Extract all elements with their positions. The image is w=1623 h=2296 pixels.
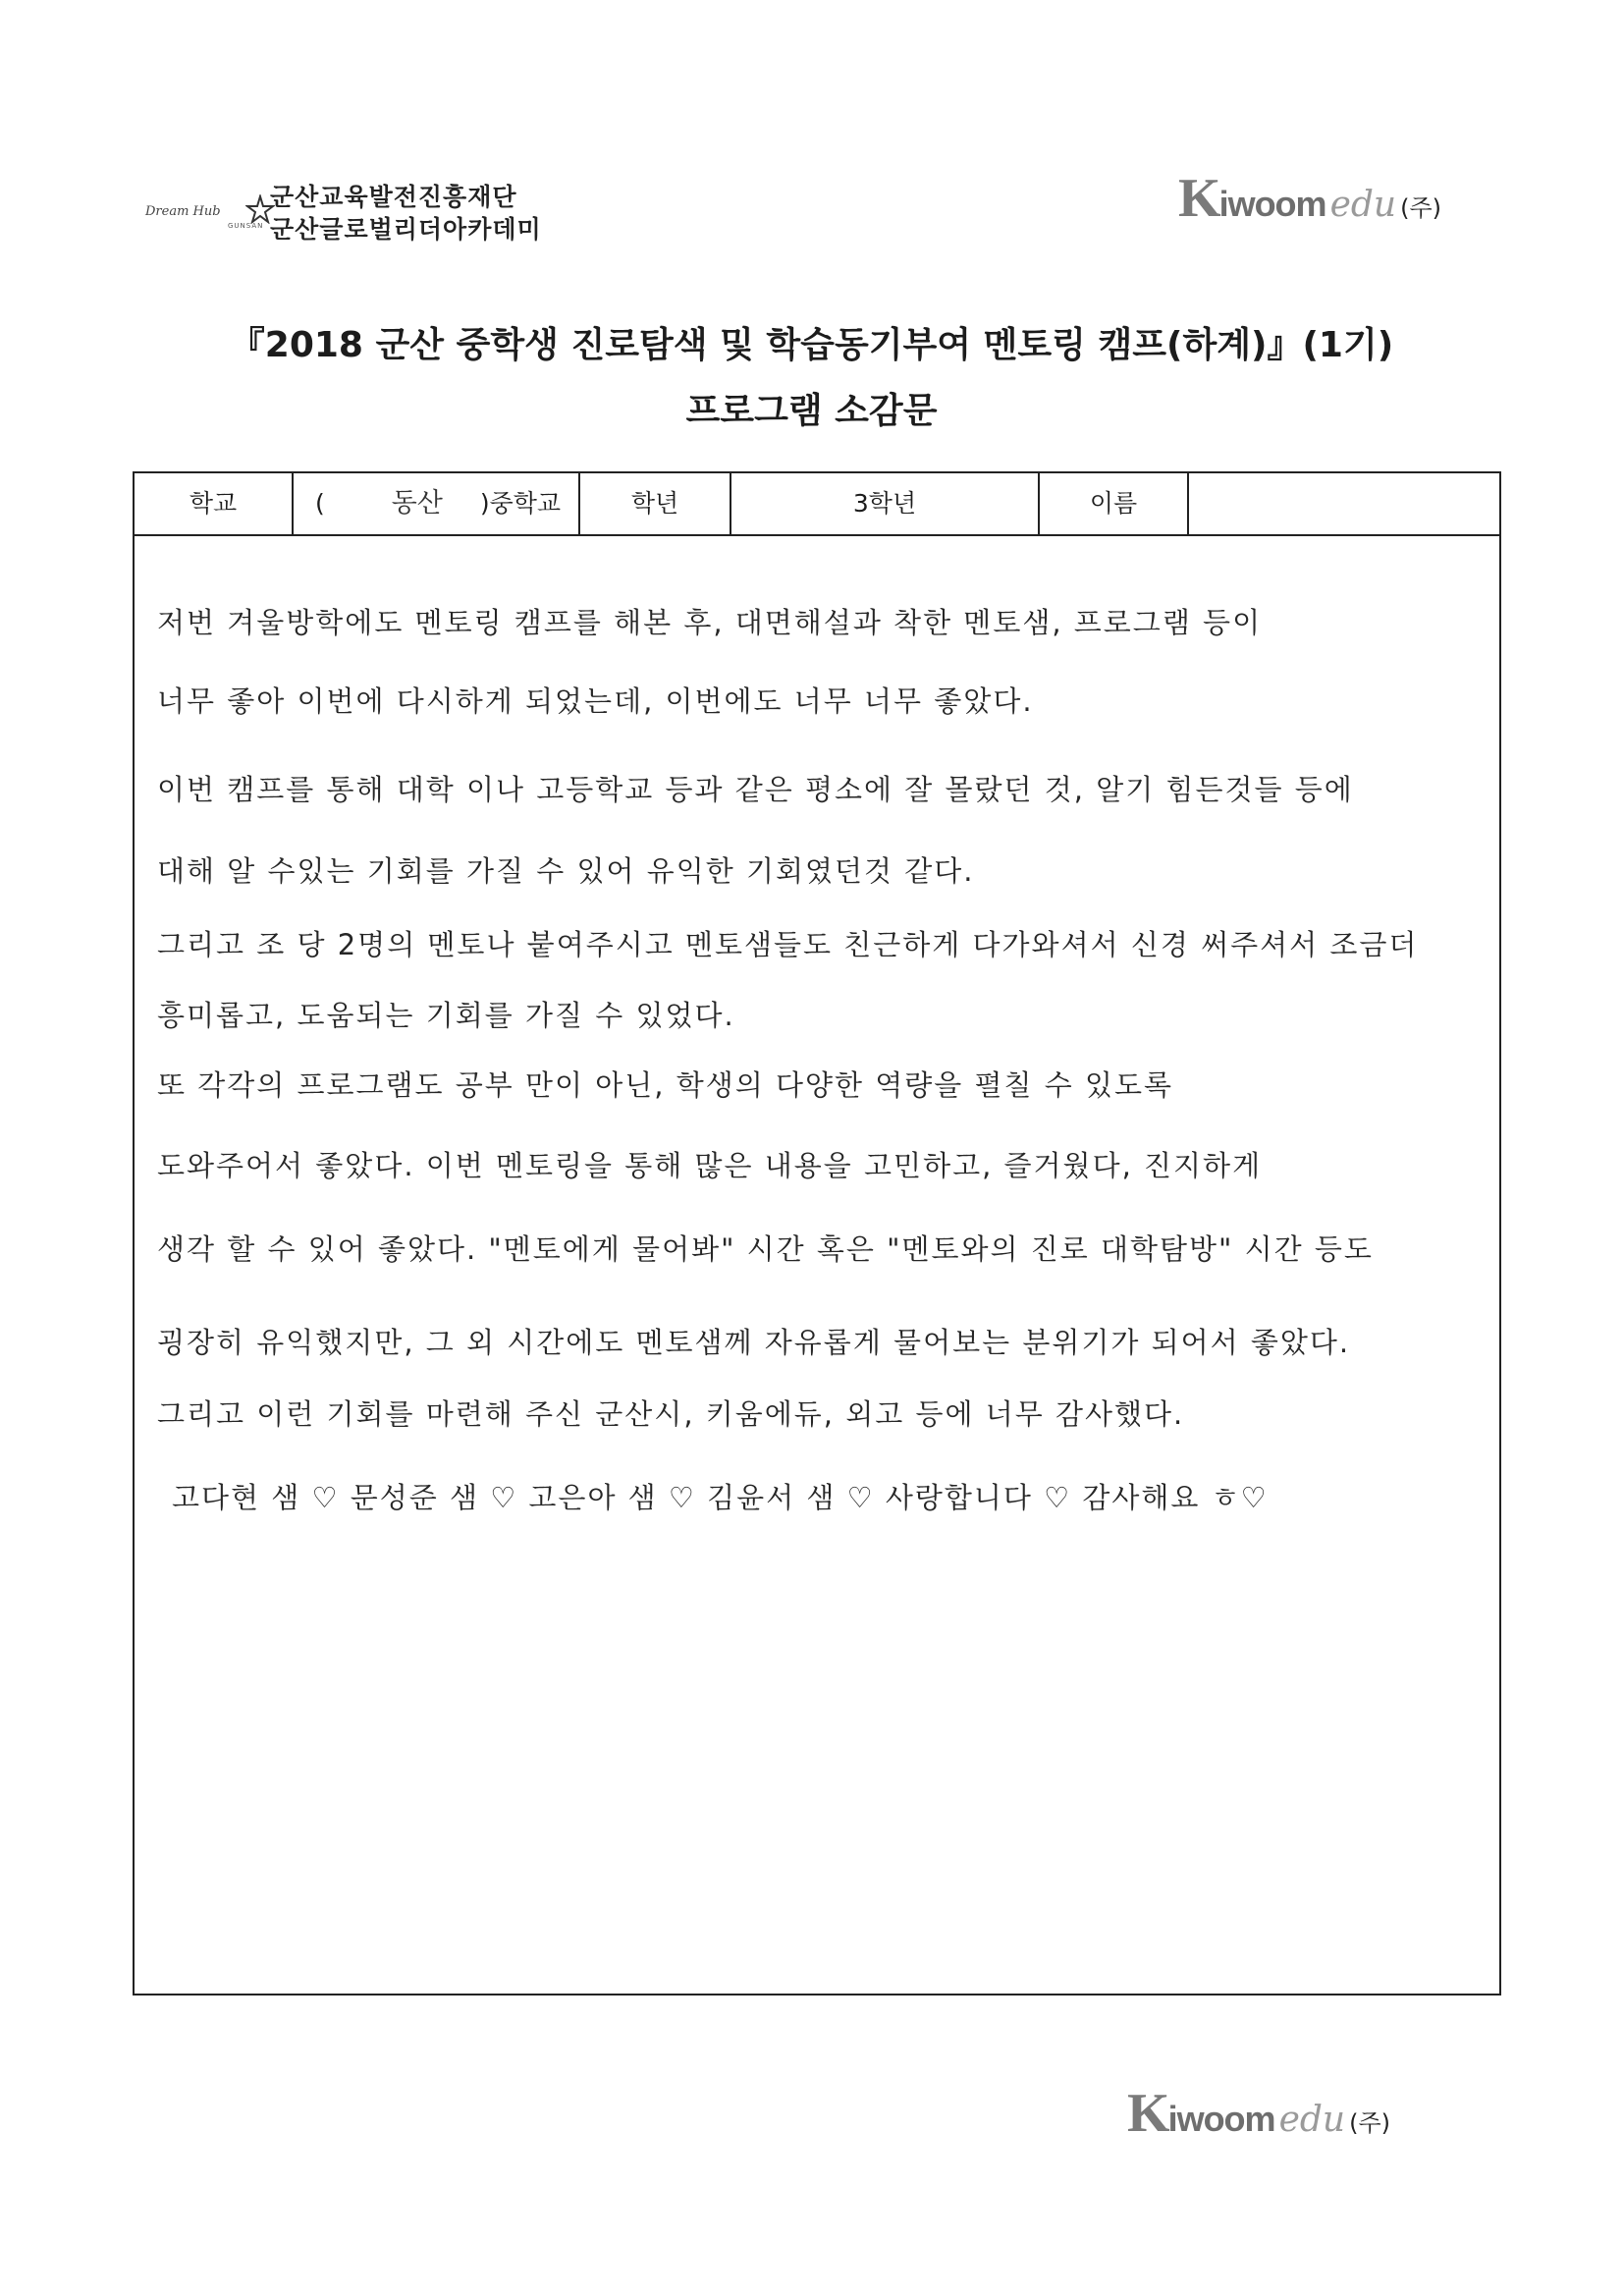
essay-line-7: 또 각각의 프로그램도 공부 만이 아닌, 학생의 다양한 역량을 펼칠 수 있도록 (157, 1068, 1174, 1102)
document-subtitle: 프로그램 소감문 (685, 391, 938, 431)
dreamhub-logo-sub: GUNSAN (228, 222, 264, 230)
kiwoom-logo-iwoom: iwoom (1218, 184, 1326, 224)
essay-line-10: 굉장히 유익했지만, 그 외 시간에도 멘토샘께 자유롭게 물어보는 분위기가 되어서 좋았다. (157, 1326, 1351, 1359)
dreamhub-logo: Dream Hub (145, 204, 221, 219)
school-open-paren: ( (315, 489, 325, 518)
school-label: 학교 (135, 473, 294, 534)
student-info-row (135, 473, 1499, 536)
organization-line-2: 군산글로벌리더아카데미 (270, 215, 542, 244)
essay-line-3: 이번 캠프를 통해 대학 이나 고등학교 등과 같은 평소에 잘 몰랐던 것, 알기 힘든것들 등에 (157, 773, 1354, 806)
kiwoom-edu-logo-top (1178, 167, 1442, 229)
kiwoom-logo-edu: edu (1278, 2100, 1346, 2140)
essay-line-1: 저번 겨울방학에도 멘토링 캠프를 해본 후, 대면해설과 착한 멘토샘, 프로그램 등이 (157, 606, 1263, 639)
essay-line-4: 대해 알 수있는 기회를 가질 수 있어 유익한 기회였던것 같다. (157, 854, 975, 888)
kiwoom-logo-k: K (1178, 168, 1219, 229)
school-name-value: 동산 (391, 488, 443, 519)
essay-line-6: 흥미롭고, 도움되는 기회를 가질 수 있었다. (157, 999, 735, 1032)
kiwoom-logo-corp: (주) (1400, 194, 1442, 222)
essay-line-8: 도와주어서 좋았다. 이번 멘토링을 통해 많은 내용을 고민하고, 즐거웠다, 진지하게 (157, 1149, 1263, 1182)
organization-header (137, 175, 550, 263)
school-suffix: )중학교 (479, 489, 562, 518)
organization-name (270, 181, 542, 246)
organization-line-1: 군산교육발전진흥재단 (270, 183, 517, 211)
kiwoom-logo-corp: (주) (1349, 2109, 1391, 2137)
grade-label: 학년 (580, 473, 731, 534)
name-value (1189, 473, 1499, 534)
kiwoom-logo-edu: edu (1329, 185, 1397, 225)
name-label: 이름 (1040, 473, 1189, 534)
kiwoom-edu-logo-bottom (1127, 2082, 1391, 2144)
school-field (294, 473, 580, 534)
document-title: 『2018 군산 중학생 진로탐색 및 학습동기부여 멘토링 캠프(하계)』(1기) (229, 325, 1394, 365)
kiwoom-logo-iwoom: iwoom (1167, 2099, 1275, 2139)
essay-line-12: 고다현 샘 ♡ 문성준 샘 ♡ 고은아 샘 ♡ 김윤서 샘 ♡ 사랑합니다 ♡ 감사해요 ㅎ♡ (172, 1481, 1269, 1514)
grade-value: 3학년 (731, 473, 1040, 534)
essay-line-2: 너무 좋아 이번에 다시하게 되었는데, 이번에도 너무 너무 좋았다. (157, 684, 1034, 718)
essay-line-5: 그리고 조 당 2명의 멘토나 붙여주시고 멘토샘들도 친근하게 다가와셔서 신경 써주셔서 조금더 (157, 928, 1419, 961)
kiwoom-logo-k: K (1127, 2083, 1168, 2144)
essay-line-9: 생각 할 수 있어 좋았다. "멘토에게 물어봐" 시간 혹은 "멘토와의 진로 대학탐방" 시간 등도 (157, 1232, 1374, 1266)
essay-line-11: 그리고 이런 기회를 마련해 주신 군산시, 키움에듀, 외고 등에 너무 감사했다. (157, 1397, 1185, 1431)
